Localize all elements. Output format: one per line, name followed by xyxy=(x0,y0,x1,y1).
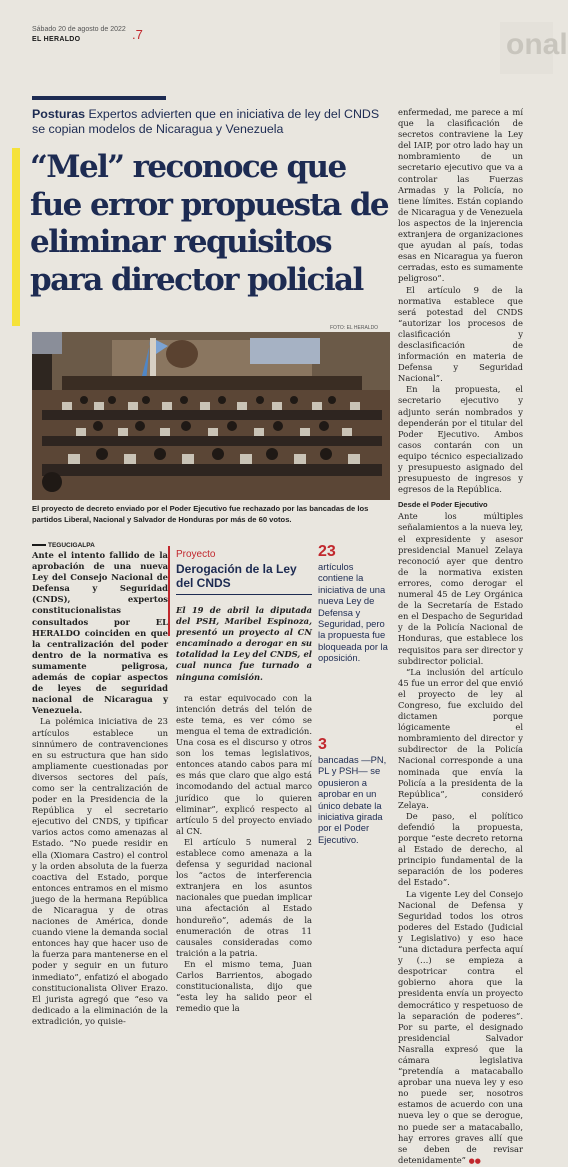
stat-text: artículos contiene la iniciativa de una nueva Ley de Defensa y Seguridad, pero la propuesta fue bloqueada por la oposición. xyxy=(318,561,388,664)
adjacent-page-text: onal xyxy=(506,28,568,61)
body-paragraph: De paso, el político defendió la propuesta, porque “este decreto retorna al Estado de derecho, al principio fundamental de la separación de los poderes del Estado”. xyxy=(398,810,523,888)
stat-text: bancadas —PN, PL y PSH— se opusieron a aprobar en un único debate la iniciativa girada por el Poder Ejecutivo. xyxy=(318,754,387,845)
article-column-2 xyxy=(176,605,312,1014)
closing-paragraph: La vigente Ley del Consejo Nacional de Defensa y Seguridad todos los otros poderes del Estado (Judicial y Legislativo) y eso hace “una dictadura perfecta aquí y (…) se empieza a despotricar contra el gobierno ahora que la presidenta envía un proyecto democrático y respetuoso de la separación de poderes”. Por su parte, el designado presidencial Salvador Nasralla expresó que la cámara legislativa “pretendía a matacaballo aprobar una nueva ley y eso no puede ser, nosotros estamos de acuerdo con una nueva ley o que se derogue, no puede ser a matacaballo, hay errores graves allí que se deben de revisar detenidamente” xyxy=(398,888,523,1165)
body-paragraph: ra estar equivocado con la intención detrás del telón de este tema, es ver cómo se mengua el tema de extradición. Una cosa es el discurso y otros son los temas legislativos, entonces atando cabos para mí es más que claro que algo está incomodando del actual marco jurídico que lo quieren eliminar”, explicó respecto al artículo 5 del proyecto enviado al CN. xyxy=(176,692,312,836)
stat-block xyxy=(318,543,390,664)
adjacent-page-fragment xyxy=(500,22,568,74)
body-paragraph: El artículo 9 de la normativa establece que será potestad del CNDS “autorizar los procesos de clasificación y desclasificación de información en materia de Defensa y Seguridad Nacional”. xyxy=(398,284,523,384)
body-paragraph: En el mismo tema, Juan Carlos Barrientos, abogado constitucionalista, dijo que “esta ley ha salido peor el remedio que la xyxy=(176,958,312,1014)
page-number: .7 xyxy=(132,27,143,42)
dateline: TEGUCIGALPA xyxy=(32,542,95,549)
end-mark: ●● xyxy=(468,1156,481,1165)
body-paragraph: enfermedad, me parece a mí que la clasificación de secretos contraviene la Ley del IAIP, por otro lado hay un nombramiento de un secretario ejecutivo que va a controlar las Fuerzas Armadas y la Policía, no tiene límites. Están copiando de Nicaragua y de Venezuela los aspectos de la injerencia extranjera de organizaciones que ayudan al país, todas esas en Nicaragua ya fueron cerradas, esto es sumamente peligroso”. xyxy=(398,107,523,284)
stat-number: 23 xyxy=(318,543,336,560)
congress-photo xyxy=(32,332,390,500)
photo-credit: FOTO: EL HERALDO xyxy=(330,325,379,331)
subheading: Desde el Poder Ejecutivo xyxy=(398,500,488,510)
issue-date: Sábado 20 de agosto de 2022 xyxy=(32,26,126,33)
body-paragraph: El artículo 5 numeral 2 establece como amenaza a la defensa y seguridad nacional los “actos de interferencia extranjera en los asuntos nacionales que puedan implicar una afectación al Estado hondureño”, además de la enumeración de otras 11 causales consideradas como traición a la patria. xyxy=(176,836,312,958)
body-paragraph: Ante los múltiples señalamientos a la nueva ley, el expresidente y asesor presidencial Manuel Zelaya reconoció ayer que dentro de la normativa existen errores, como derogar el numeral 45 de Ley Orgánica de la Secretaría de Estado en el Despacho de Seguridad y de la Policía Nacional de Honduras, que establece los requisitos para ser director y subdirector policial. xyxy=(398,511,523,666)
body-paragraph: “La inclusión del artículo 45 fue un error del que envió el proyecto de ley al Congreso, fue excluido del dictamen porque lógicamente el nombramiento del director y subdirector de la Policía Nacional corresponde a una nominada que envía la Policía a la presidenta de la República”, consideró Zelaya. xyxy=(398,666,523,810)
body-paragraph: La polémica iniciativa de 23 artículos establece un sinnúmero de contravenciones en su estructura que han sido ampliamente cuestionadas por diversos sectores del país, como ser la centralización de poder en la Presidencia de la República y el secretario ejecutivo del CNDS, y tipificar varios actos como amenazas al Estado. “No puede residir en ella (Xiomara Castro) el control y la orden absoluta de la fuerza coactiva del Estado, porque entonces entramos en el mismo juego de la hermana República de Nicaragua y de otras naciones de América, donde cuando viene la demanda social entonces hay que hacer uso de la fuerza para mantenerse en el poder y seguir en un futuro inmediato”, enfatizó el abogado constitucionalista Oliver Erazo. El jurista agregó que “eso va dedicado a la eliminación de la extradición, yo quisie- xyxy=(32,716,168,1026)
section-rule xyxy=(32,96,166,100)
congress-chamber-illustration xyxy=(32,332,390,500)
publication-name: EL HERALDO xyxy=(32,36,81,43)
kicker-section: Posturas xyxy=(32,107,86,121)
stat-number: 3 xyxy=(318,736,327,753)
kicker-text: Expertos advierten que en iniciativa de ley del CNDS se copian modelos de Nicaragua y Venezuela xyxy=(32,107,380,136)
stat-block xyxy=(318,736,390,845)
article-column-3 xyxy=(398,107,523,1167)
body-paragraph: En la propuesta, el secretario ejecutivo y adjunto serán nombrados y dependerán por el titular del Poder Ejecutivo. Ambos casos contarán con un equipo técnico especializado y presupuesto asignado del presupuesto de ingresos y egresos de la República. xyxy=(398,384,523,495)
box-accent-rule xyxy=(168,546,170,636)
kicker xyxy=(32,107,388,137)
box-title: Derogación de la Ley del CNDS xyxy=(176,562,312,595)
box-lead: El 19 de abril la diputada del PSH, Maribel Espinoza, presentó un proyecto al CN encaminado a derogar en su totalidad la Ley del CNDS, el cual nunca fue turnado a ninguna comisión. xyxy=(176,605,312,682)
box-kicker: Proyecto xyxy=(176,549,216,560)
body-paragraph xyxy=(398,889,523,1167)
lead-paragraph: Ante el intento fallido de la aprobación de una nueva Ley del Consejo Nacional de Defensa y Seguridad (CNDS), expertos constitucionalistas consultados por EL HERALDO coinciden en que la centralización del poder dentro de la normativa es sumamente peligrosa, además de copiar aspectos de leyes de seguridad nacional de Nicaragua y Venezuela. xyxy=(32,550,168,716)
article-column-1 xyxy=(32,550,168,1027)
headline: “Mel” reconoce que fue error propuesta de eliminar requisitos para director policial xyxy=(30,149,389,298)
photo-caption: El proyecto de decreto enviado por el Poder Ejecutivo fue rechazado por las bancadas de los partidos Liberal, Nacional y Salvador de Honduras por más de 60 votos. xyxy=(32,504,369,524)
highlighter-mark xyxy=(12,148,20,326)
